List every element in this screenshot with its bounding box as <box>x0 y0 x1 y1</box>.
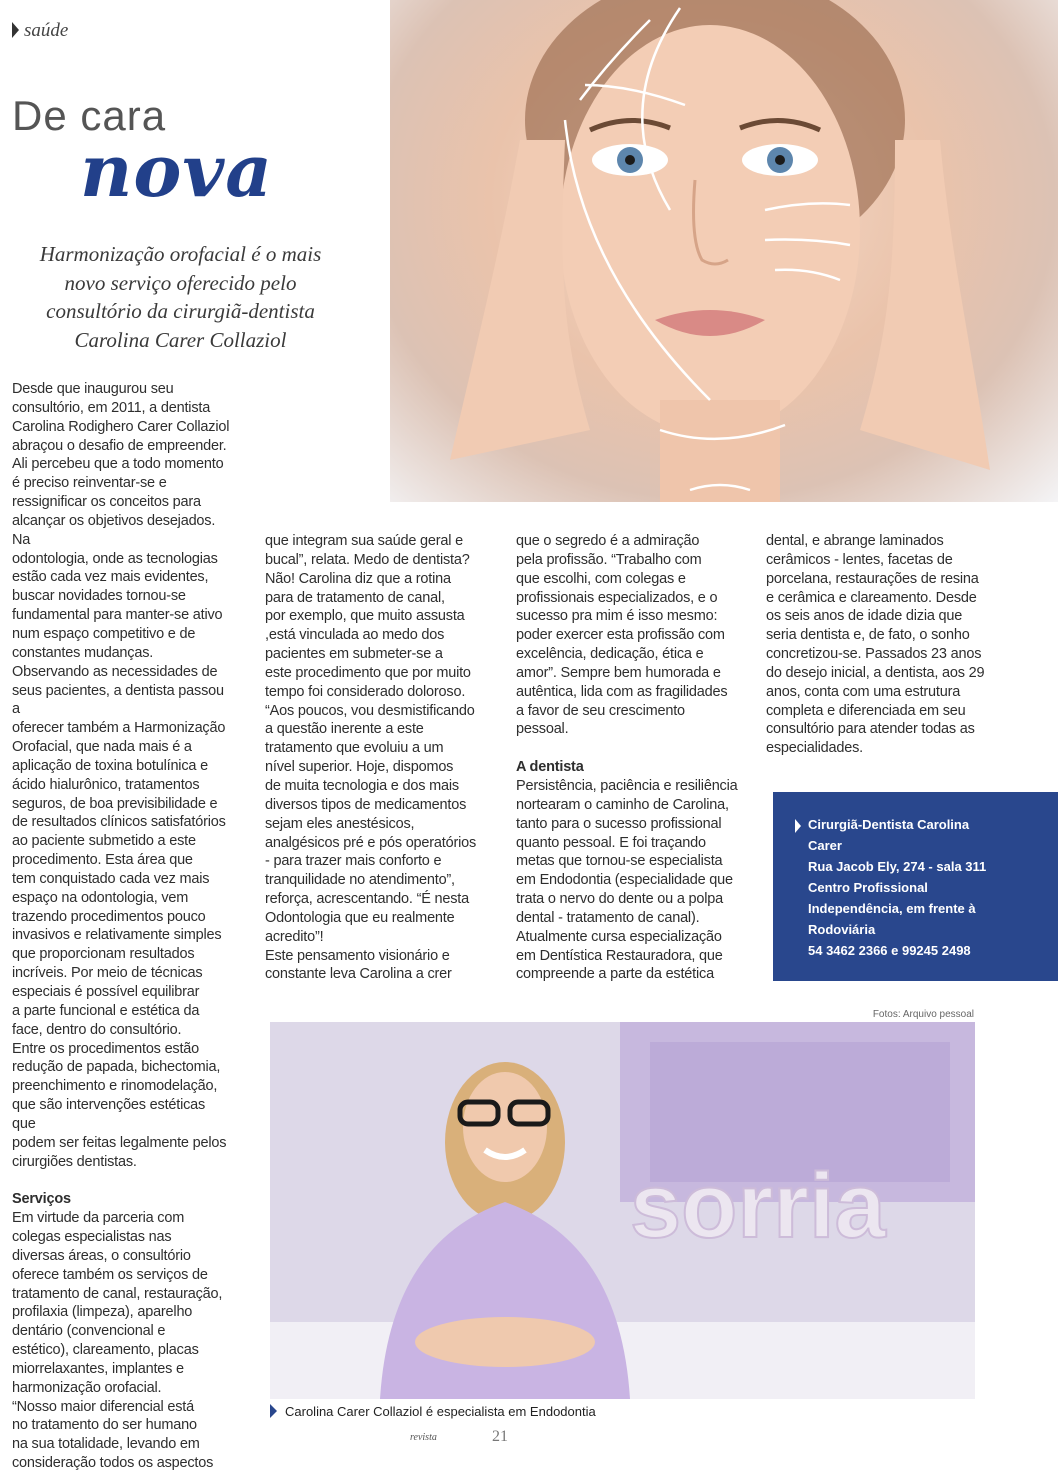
triangle-marker-icon <box>795 819 801 833</box>
article-column-3 <box>516 532 741 984</box>
section-label: saúde <box>24 20 69 41</box>
title-line-1: De cara <box>12 92 167 139</box>
section-tag <box>12 20 68 42</box>
face-illustration <box>390 0 1058 502</box>
lede: Harmonização orofacial é o mais novo serviço oferecido pelo consultório da cirurgiã-dentista Carolina Carer Collaziol <box>39 242 322 352</box>
dentist-photo <box>270 1022 975 1399</box>
photo-caption <box>270 1404 596 1419</box>
article-column-4 <box>766 532 991 758</box>
spacer <box>516 739 741 758</box>
magazine-brand: revista <box>410 1432 437 1443</box>
article-column-2 <box>265 532 490 984</box>
triangle-marker-icon <box>270 1404 277 1418</box>
page-footer <box>410 1428 508 1445</box>
subheading-a-dentista: A dentista <box>516 759 584 776</box>
contact-name: Cirurgiã-Dentista Carolina Carer <box>808 817 970 853</box>
title-line-2: nova <box>80 128 273 213</box>
paragraph: Em virtude da parceria com colegas especialistas nas diversas áreas, o consultório oferece também os serviços de tratamento de canal, restauração, profilaxia (limpeza), aparelho dentário (convencional e estético), clareamento, placas miorrelaxantes, implantes e harmonização orofacial. “Nosso maior diferencial está no tratamento do ser humano na sua totalidade, levando em consideração todos os aspectos <box>12 1210 223 1472</box>
hero-face-photo <box>390 0 1058 502</box>
article-column-1 <box>12 380 232 1473</box>
contact-box <box>773 792 1058 981</box>
subheading-servicos: Serviços <box>12 1191 71 1208</box>
paragraph: que o segredo é a admiração pela profissão. “Trabalho com que escolhi, com colegas e profissionais especializados, e o sucesso pra mim é isso mesmo: poder exercer esta profissão com excelência, dedicação, ética e amor”. Sempre bem humorada e autêntica, lida com as fragilidades a favor de seu crescimento pessoal. <box>516 533 728 738</box>
paragraph: dental, e abrange laminados cerâmicos - lentes, facetas de porcelana, restaurações de resina e cerâmica e clareamento. Desde os seis anos de idade dizia que seria dentista e, de fato, o sonho concretizou-se. Passados 23 anos do desejo inicial, a dentista, aos 29 anos, conta com uma estrutura completa e diferenciada em seu consultório para atender todas as especialidades. <box>766 533 985 757</box>
dentist-photo-illustration <box>270 1022 975 1399</box>
spacer <box>12 1171 232 1190</box>
contact-phones: 54 3462 2366 e 99245 2498 <box>808 943 971 958</box>
sorria-sign: sorria <box>630 1155 886 1257</box>
caption-text: Carolina Carer Collaziol é especialista em Endodontia <box>285 1404 596 1419</box>
paragraph: Desde que inaugurou seu consultório, em 2011, a dentista Carolina Rodighero Carer Collaziol abraçou o desafio de empreender. Ali percebeu que a todo momento é preciso reinventar-se e ressignificar os conceitos para alcançar os objetivos desejados. Na odontologia, onde as tecnologias estão cada vez mais evidentes, buscar novidades tornou-se fundamental para manter-se ativo num espaço competitivo e de constantes mudanças. Observando as necessidades de seus pacientes, a dentista passou a oferecer também a Harmonização Orofacial, que nada mais é a aplicação de toxina botulínica e ácido hialurônico, tratamentos seguros, de boa previsibilidade e de resultados clínicos satisfatórios ao paciente submetido a este procedimento. Esta área que tem conquistado cada vez mais espaço na odontologia, vem trazendo procedimentos pouco invasivos e relativamente simples que proporcionam resultados incríveis. Por meio de técnicas especiais é possível equilibrar a parte funcional e estética da face, dentro do consultório. Entre os procedimentos estão redução de papada, bichectomia, preenchimento e rinomodelação, que são intervenções estéticas que podem ser feitas legalmente pelos cirurgiões dentistas. <box>12 381 230 1170</box>
page-number: 21 <box>492 1428 508 1445</box>
paragraph: que integram sua saúde geral e bucal”, relata. Medo de dentista? Não! Carolina diz que a rotina para de tratamento de canal, por exemplo, que muito assusta ,está vinculada ao medo dos pacientes em submeter-se a este procedimento que por muito tempo foi considerado doloroso. “Aos poucos, vou desmistificando a questão inerente a este tratamento que evoluiu a um nível superior. Hoje, dispomos de muita tecnologia e dos mais diversos tipos de medicamentos sejam eles anestésicos, analgésicos pré e pós operatórios - para trazer mais conforto e tranquilidade no atendimento”, reforça, acrescentando. “É nesta Odontologia que eu realmente acredito”! Este pensamento visionário e constante leva Carolina a crer <box>265 533 477 983</box>
contact-address: Rua Jacob Ely, 274 - sala 311 Centro Profissional Independência, em frente à Rodoviária <box>808 859 987 937</box>
paragraph: Persistência, paciência e resiliência nortearam o caminho de Carolina, tanto para o sucesso profissional quanto pessoal. E foi traçando metas que tornou-se especialista em Endodontia (especialidade que trata o nervo do dente ou a polpa dental - tratamento de canal). Atualmente cursa especialização em Dentística Restauradora, que compreende a parte da estética <box>516 777 738 983</box>
triangle-marker-icon <box>12 22 19 38</box>
photo-credit: Fotos: Arquivo pessoal <box>872 1009 974 1020</box>
